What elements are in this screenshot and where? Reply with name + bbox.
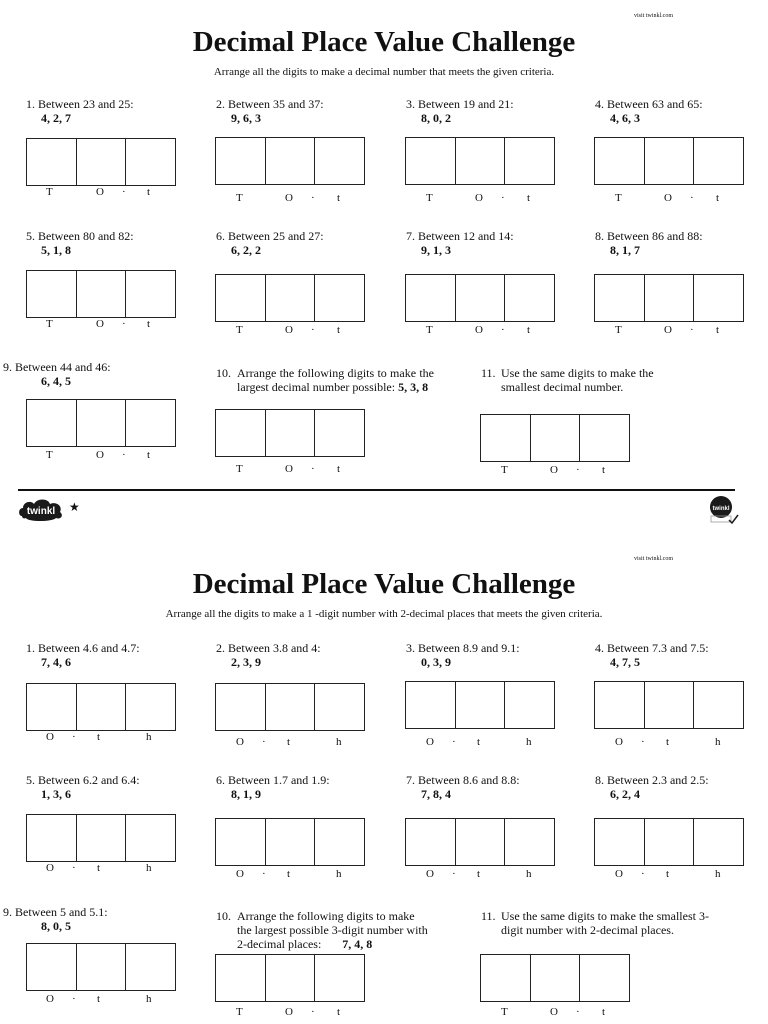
place-label: T bbox=[426, 324, 433, 336]
question-11 bbox=[481, 366, 661, 394]
svg-text:twinkl: twinkl bbox=[26, 506, 56, 517]
answer-box[interactable] bbox=[405, 137, 456, 185]
place-label: h bbox=[336, 736, 342, 748]
place-value-labels bbox=[26, 449, 176, 461]
answer-box[interactable] bbox=[266, 683, 316, 731]
place-label: · bbox=[72, 993, 76, 1005]
place-label: · bbox=[262, 868, 266, 880]
question-9 bbox=[3, 905, 108, 933]
place-label: O bbox=[285, 463, 293, 475]
place-label: t bbox=[147, 449, 151, 461]
place-value-labels bbox=[594, 192, 744, 204]
answer-boxes-10[interactable] bbox=[215, 954, 365, 1002]
answer-box[interactable] bbox=[405, 818, 456, 866]
answer-box[interactable] bbox=[480, 954, 531, 1002]
worksheet-subtitle: Arrange all the digits to make a decimal number that meets the given criteria. bbox=[213, 66, 555, 78]
answer-box[interactable] bbox=[126, 814, 176, 862]
question-digits: 0, 3, 9 bbox=[421, 655, 451, 669]
question-label: 8. Between 86 and 88: bbox=[595, 229, 703, 243]
answer-box[interactable] bbox=[315, 137, 365, 185]
question-number: 11. bbox=[481, 909, 496, 923]
answer-boxes-1[interactable] bbox=[26, 138, 176, 186]
answer-box[interactable] bbox=[266, 409, 316, 457]
place-label: · bbox=[576, 1006, 580, 1018]
question-5 bbox=[26, 229, 134, 257]
question-2 bbox=[216, 641, 321, 669]
place-label: O bbox=[285, 324, 293, 336]
answer-box[interactable] bbox=[580, 414, 630, 462]
place-value-labels bbox=[594, 868, 744, 880]
place-value-labels bbox=[480, 464, 630, 476]
place-label: O bbox=[615, 736, 623, 748]
question-text: Use the same digits to make the smallest 3-digit number with 2-decimal places. bbox=[501, 909, 709, 937]
answer-box[interactable] bbox=[77, 138, 127, 186]
question-4 bbox=[595, 97, 703, 125]
place-label: · bbox=[122, 186, 126, 198]
place-label: O bbox=[664, 324, 672, 336]
question-label: 5. Between 6.2 and 6.4: bbox=[26, 773, 140, 787]
place-label: t bbox=[602, 1006, 606, 1018]
question-1 bbox=[26, 97, 134, 125]
answer-box[interactable] bbox=[645, 818, 695, 866]
place-label: t bbox=[477, 868, 481, 880]
place-label: O bbox=[664, 192, 672, 204]
place-label: t bbox=[666, 868, 670, 880]
place-label: · bbox=[122, 449, 126, 461]
question-number: 11. bbox=[481, 366, 496, 380]
twinkl-logo bbox=[18, 496, 64, 522]
answer-box[interactable] bbox=[215, 683, 266, 731]
answer-box[interactable] bbox=[594, 274, 645, 322]
answer-box[interactable] bbox=[315, 409, 365, 457]
place-label: O bbox=[550, 1006, 558, 1018]
answer-boxes-6[interactable] bbox=[215, 818, 365, 866]
place-label: t bbox=[147, 186, 151, 198]
place-label: · bbox=[501, 324, 505, 336]
place-label: t bbox=[666, 736, 670, 748]
question-1 bbox=[26, 641, 140, 669]
answer-boxes-3[interactable] bbox=[405, 681, 555, 729]
answer-box[interactable] bbox=[215, 274, 266, 322]
question-5 bbox=[26, 773, 140, 801]
place-value-labels bbox=[405, 324, 555, 336]
place-label: h bbox=[526, 736, 532, 748]
answer-box[interactable] bbox=[594, 818, 645, 866]
place-value-labels bbox=[26, 731, 176, 743]
answer-boxes-7[interactable] bbox=[405, 818, 555, 866]
place-label: O bbox=[550, 464, 558, 476]
question-digits: 4, 2, 7 bbox=[41, 111, 71, 125]
worksheet-subtitle: Arrange all the digits to make a 1 -digit number with 2-decimal places that meets the given criteria. bbox=[165, 608, 603, 620]
question-label: 7. Between 8.6 and 8.8: bbox=[406, 773, 520, 787]
place-label: t bbox=[716, 324, 720, 336]
place-label: O bbox=[236, 868, 244, 880]
place-label: O bbox=[46, 993, 54, 1005]
place-label: h bbox=[146, 731, 152, 743]
place-label: · bbox=[72, 731, 76, 743]
place-label: t bbox=[97, 731, 101, 743]
place-label: T bbox=[501, 1006, 508, 1018]
answer-boxes-3[interactable] bbox=[405, 137, 555, 185]
answer-boxes-10[interactable] bbox=[215, 409, 365, 457]
place-label: T bbox=[46, 318, 53, 330]
place-label: t bbox=[147, 318, 151, 330]
question-label: 6. Between 25 and 27: bbox=[216, 229, 324, 243]
question-label: 1. Between 23 and 25: bbox=[26, 97, 134, 111]
place-label: t bbox=[97, 862, 101, 874]
answer-box[interactable] bbox=[266, 274, 316, 322]
answer-box[interactable] bbox=[26, 943, 77, 991]
answer-box[interactable] bbox=[531, 954, 581, 1002]
question-3 bbox=[406, 97, 514, 125]
place-value-labels bbox=[405, 192, 555, 204]
answer-boxes-2[interactable] bbox=[215, 683, 365, 731]
place-label: t bbox=[97, 993, 101, 1005]
answer-box[interactable] bbox=[694, 137, 744, 185]
answer-box[interactable] bbox=[126, 683, 176, 731]
answer-boxes-5[interactable] bbox=[26, 814, 176, 862]
visit-twinkl-link[interactable]: visit twinkl.com bbox=[634, 13, 673, 19]
place-label: T bbox=[426, 192, 433, 204]
question-11 bbox=[481, 909, 711, 937]
place-label: O bbox=[426, 868, 434, 880]
place-label: t bbox=[287, 868, 291, 880]
question-label: 4. Between 63 and 65: bbox=[595, 97, 703, 111]
place-label: t bbox=[337, 1006, 341, 1018]
place-value-labels bbox=[26, 318, 176, 330]
question-digits: 8, 0, 5 bbox=[41, 919, 71, 933]
answer-boxes-6[interactable] bbox=[215, 274, 365, 322]
place-label: O bbox=[96, 318, 104, 330]
answer-boxes-5[interactable] bbox=[26, 270, 176, 318]
place-label: · bbox=[262, 736, 266, 748]
place-value-labels bbox=[215, 192, 365, 204]
answer-box[interactable] bbox=[456, 274, 506, 322]
place-label: t bbox=[337, 463, 341, 475]
place-label: h bbox=[146, 862, 152, 874]
answer-box[interactable] bbox=[315, 274, 365, 322]
place-value-labels bbox=[26, 186, 176, 198]
place-label: T bbox=[46, 186, 53, 198]
place-label: O bbox=[475, 192, 483, 204]
question-8 bbox=[595, 229, 703, 257]
question-label: 9. Between 44 and 46: bbox=[3, 360, 111, 374]
place-label: · bbox=[311, 192, 315, 204]
place-label: t bbox=[602, 464, 606, 476]
place-label: O bbox=[615, 868, 623, 880]
answer-box[interactable] bbox=[645, 137, 695, 185]
svg-text:twinkl: twinkl bbox=[712, 506, 730, 512]
answer-boxes-8[interactable] bbox=[594, 274, 744, 322]
question-digits: 9, 1, 3 bbox=[421, 243, 451, 257]
answer-boxes-11[interactable] bbox=[480, 414, 630, 462]
question-label: 9. Between 5 and 5.1: bbox=[3, 905, 108, 919]
place-label: · bbox=[311, 324, 315, 336]
answer-box[interactable] bbox=[26, 814, 77, 862]
place-label: · bbox=[311, 1006, 315, 1018]
answer-box[interactable] bbox=[77, 683, 127, 731]
place-label: O bbox=[426, 736, 434, 748]
twinkl-badge-icon bbox=[705, 494, 739, 526]
question-label: 6. Between 1.7 and 1.9: bbox=[216, 773, 330, 787]
place-label: · bbox=[576, 464, 580, 476]
place-value-labels bbox=[215, 324, 365, 336]
answer-boxes-4[interactable] bbox=[594, 137, 744, 185]
question-digits: 5, 1, 8 bbox=[41, 243, 71, 257]
question-label: 4. Between 7.3 and 7.5: bbox=[595, 641, 709, 655]
answer-box[interactable] bbox=[26, 683, 77, 731]
answer-box[interactable] bbox=[645, 681, 695, 729]
answer-box[interactable] bbox=[77, 814, 127, 862]
question-7 bbox=[406, 773, 520, 801]
question-3 bbox=[406, 641, 520, 669]
answer-box[interactable] bbox=[126, 138, 176, 186]
place-value-labels bbox=[215, 868, 365, 880]
place-label: · bbox=[641, 868, 645, 880]
answer-box[interactable] bbox=[26, 399, 77, 447]
question-label: 3. Between 19 and 21: bbox=[406, 97, 514, 111]
place-label: t bbox=[337, 192, 341, 204]
place-label: O bbox=[236, 736, 244, 748]
star-icon: ★ bbox=[69, 500, 80, 514]
place-label: O bbox=[285, 192, 293, 204]
place-label: · bbox=[72, 862, 76, 874]
answer-box[interactable] bbox=[694, 681, 744, 729]
place-label: h bbox=[715, 736, 721, 748]
question-10 bbox=[216, 909, 428, 951]
question-digits: 1, 3, 6 bbox=[41, 787, 71, 801]
answer-box[interactable] bbox=[26, 138, 77, 186]
place-label: T bbox=[236, 463, 243, 475]
place-label: T bbox=[615, 192, 622, 204]
place-label: O bbox=[475, 324, 483, 336]
place-label: · bbox=[311, 463, 315, 475]
place-label: h bbox=[146, 993, 152, 1005]
question-4 bbox=[595, 641, 709, 669]
place-label: · bbox=[501, 192, 505, 204]
answer-box[interactable] bbox=[480, 414, 531, 462]
footer-divider bbox=[18, 489, 735, 491]
answer-box[interactable] bbox=[126, 399, 176, 447]
question-label: 3. Between 8.9 and 9.1: bbox=[406, 641, 520, 655]
place-label: T bbox=[46, 449, 53, 461]
question-digits: 6, 2, 2 bbox=[231, 243, 261, 257]
place-label: O bbox=[46, 731, 54, 743]
answer-box[interactable] bbox=[77, 399, 127, 447]
place-label: O bbox=[96, 449, 104, 461]
question-6 bbox=[216, 229, 324, 257]
place-value-labels bbox=[405, 736, 555, 748]
answer-box[interactable] bbox=[315, 954, 365, 1002]
question-label: 1. Between 4.6 and 4.7: bbox=[26, 641, 140, 655]
question-label: 2. Between 35 and 37: bbox=[216, 97, 324, 111]
answer-box[interactable] bbox=[126, 270, 176, 318]
answer-box[interactable] bbox=[505, 681, 555, 729]
place-label: · bbox=[690, 324, 694, 336]
place-label: T bbox=[501, 464, 508, 476]
place-label: t bbox=[287, 736, 291, 748]
place-label: h bbox=[715, 868, 721, 880]
answer-box[interactable] bbox=[456, 818, 506, 866]
question-2 bbox=[216, 97, 324, 125]
place-label: · bbox=[122, 318, 126, 330]
question-digits: 6, 4, 5 bbox=[41, 374, 71, 388]
answer-box[interactable] bbox=[215, 954, 266, 1002]
answer-box[interactable] bbox=[505, 818, 555, 866]
question-digits: 4, 6, 3 bbox=[610, 111, 640, 125]
answer-box[interactable] bbox=[215, 818, 266, 866]
place-label: · bbox=[452, 868, 456, 880]
place-label: O bbox=[46, 862, 54, 874]
question-9 bbox=[3, 360, 111, 388]
place-label: t bbox=[527, 192, 531, 204]
question-label: 5. Between 80 and 82: bbox=[26, 229, 134, 243]
question-digits: 7, 8, 4 bbox=[421, 787, 451, 801]
answer-boxes-4[interactable] bbox=[594, 681, 744, 729]
place-value-labels bbox=[594, 324, 744, 336]
place-label: T bbox=[236, 324, 243, 336]
question-digits: 9, 6, 3 bbox=[231, 111, 261, 125]
answer-box[interactable] bbox=[456, 681, 506, 729]
question-8 bbox=[595, 773, 709, 801]
answer-box[interactable] bbox=[215, 409, 266, 457]
answer-box[interactable] bbox=[505, 274, 555, 322]
answer-box[interactable] bbox=[456, 137, 506, 185]
answer-box[interactable] bbox=[266, 137, 316, 185]
answer-box[interactable] bbox=[315, 818, 365, 866]
place-value-labels bbox=[215, 736, 365, 748]
answer-box[interactable] bbox=[505, 137, 555, 185]
worksheet-title: Decimal Place Value Challenge bbox=[192, 26, 576, 58]
answer-box[interactable] bbox=[694, 274, 744, 322]
answer-box[interactable] bbox=[405, 274, 456, 322]
place-label: T bbox=[615, 324, 622, 336]
place-label: t bbox=[716, 192, 720, 204]
place-label: O bbox=[285, 1006, 293, 1018]
place-label: t bbox=[337, 324, 341, 336]
answer-box[interactable] bbox=[266, 954, 316, 1002]
place-value-labels bbox=[26, 862, 176, 874]
question-number: 10. bbox=[216, 366, 231, 380]
place-label: h bbox=[526, 868, 532, 880]
question-digits: 8, 0, 2 bbox=[421, 111, 451, 125]
answer-box[interactable] bbox=[405, 681, 456, 729]
place-value-labels bbox=[405, 868, 555, 880]
place-label: h bbox=[336, 868, 342, 880]
place-value-labels bbox=[215, 1006, 365, 1018]
answer-box[interactable] bbox=[77, 943, 127, 991]
answer-box[interactable] bbox=[126, 943, 176, 991]
place-label: t bbox=[527, 324, 531, 336]
place-label: · bbox=[452, 736, 456, 748]
answer-box[interactable] bbox=[531, 414, 581, 462]
answer-box[interactable] bbox=[580, 954, 630, 1002]
answer-boxes-9[interactable] bbox=[26, 399, 176, 447]
answer-box[interactable] bbox=[694, 818, 744, 866]
answer-boxes-7[interactable] bbox=[405, 274, 555, 322]
question-digits: 2, 3, 9 bbox=[231, 655, 261, 669]
question-text: Arrange the following digits to make the largest possible 3-digit number with 2-decimal places: bbox=[237, 909, 428, 951]
question-digits: 7, 4, 6 bbox=[41, 655, 71, 669]
place-value-labels bbox=[594, 736, 744, 748]
place-label: O bbox=[96, 186, 104, 198]
place-label: t bbox=[477, 736, 481, 748]
answer-boxes-1[interactable] bbox=[26, 683, 176, 731]
place-label: · bbox=[690, 192, 694, 204]
question-label: 2. Between 3.8 and 4: bbox=[216, 641, 321, 655]
worksheet-title: Decimal Place Value Challenge bbox=[192, 568, 576, 600]
question-digits: 6, 2, 4 bbox=[610, 787, 640, 801]
place-value-labels bbox=[480, 1006, 630, 1018]
question-6 bbox=[216, 773, 330, 801]
answer-box[interactable] bbox=[26, 270, 77, 318]
question-digits: 5, 3, 8 bbox=[398, 380, 429, 394]
question-digits: 8, 1, 9 bbox=[231, 787, 261, 801]
place-label: · bbox=[641, 736, 645, 748]
answer-boxes-9[interactable] bbox=[26, 943, 176, 991]
question-text: Use the same digits to make the smallest decimal number. bbox=[501, 366, 654, 394]
place-label: T bbox=[236, 1006, 243, 1018]
answer-box[interactable] bbox=[215, 137, 266, 185]
question-label: 8. Between 2.3 and 2.5: bbox=[595, 773, 709, 787]
place-value-labels bbox=[26, 993, 176, 1005]
answer-box[interactable] bbox=[594, 137, 645, 185]
answer-box[interactable] bbox=[594, 681, 645, 729]
question-digits: 7, 4, 8 bbox=[342, 937, 373, 951]
answer-box[interactable] bbox=[77, 270, 127, 318]
question-10 bbox=[216, 366, 434, 394]
question-digits: 8, 1, 7 bbox=[610, 243, 640, 257]
answer-box[interactable] bbox=[315, 683, 365, 731]
answer-box[interactable] bbox=[266, 818, 316, 866]
answer-boxes-8[interactable] bbox=[594, 818, 744, 866]
place-value-labels bbox=[215, 463, 365, 475]
question-text: Arrange the following digits to make the largest decimal number possible: bbox=[237, 366, 434, 394]
visit-twinkl-link[interactable]: visit twinkl.com bbox=[634, 556, 673, 562]
answer-box[interactable] bbox=[645, 274, 695, 322]
answer-boxes-11[interactable] bbox=[480, 954, 630, 1002]
question-digits: 4, 7, 5 bbox=[610, 655, 640, 669]
question-number: 10. bbox=[216, 909, 231, 923]
place-label: T bbox=[236, 192, 243, 204]
question-7 bbox=[406, 229, 514, 257]
question-label: 7. Between 12 and 14: bbox=[406, 229, 514, 243]
answer-boxes-2[interactable] bbox=[215, 137, 365, 185]
